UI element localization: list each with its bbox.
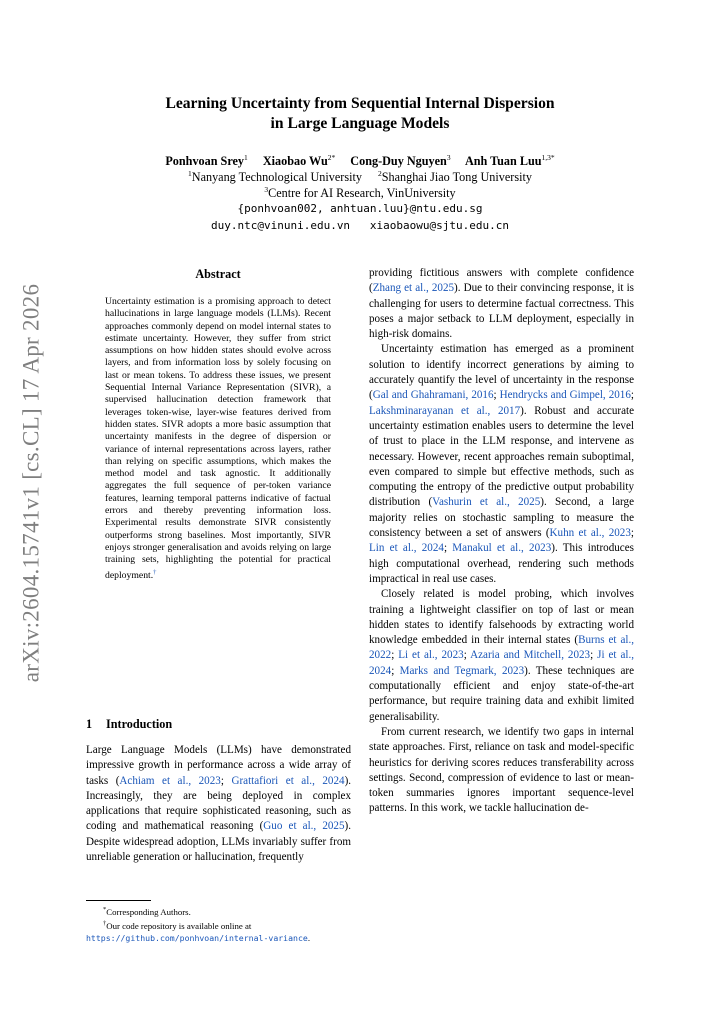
author-mark: 1,3*	[541, 153, 555, 162]
abstract-text: Uncertainty estimation is a promising approach to detect hallucinations in large language models (LLMs). Recent approaches commonly depend on model internal states to estimate uncertainty. However, they suffer from strict assumptions on how hidden states should evolve across layers, and from information loss by solely focusing on last or mean tokens. To address these issues, we present Sequential Internal Variance Representation (SIVR), a supervised hallucination detection framework that leverages token-wise, layer-wise features derived from hidden states. SIVR adopts a more basic assumption that uncertainty manifests in the degree of dispersion or variance of internal representations across layers, rather than relying on specific assumptions, which makes the method model and task agnostic. It additionally aggregates the full sequence of per-token variance features, learning temporal patterns indicative of factual errors and thereby preventing information loss. Experimental results demonstrate SIVR consistently outperforms strong baselines. Most importantly, SIVR enjoys stronger generalisation and avoids relying on large training sets, highlighting the potential for practical deployment.	[105, 296, 331, 581]
abstract-body	[105, 296, 331, 582]
affiliation-line-1: $^1$Nanyang Technological University $^2$Shanghai Jiao Tong University	[188, 169, 532, 184]
citation-link[interactable]: Azaria and Mitchell, 2023	[470, 649, 591, 662]
citation-link[interactable]: Ji et al., 2024	[369, 649, 635, 677]
email-line-1: {ponhvoan002, anhtuan.luu}@ntu.edu.sg	[237, 202, 483, 215]
footnotes	[86, 904, 351, 944]
paragraph: From current research, we identify two gaps in internal state approaches. First, reliance on task and model-specific heuristics for deriving scores reduces transferability across settings. Second, compression of evidence to last or mean-token summaries ignores important sequence-level patterns. In this work, we tackle hallucination de-	[369, 725, 634, 815]
paragraph: Closely related is model probing, which involves training a lightweight classifier on top of last or mean hidden states to identify falsehoods by extracting world knowledge embedded in their internal states (Burns et al., 2022; Li et al., 2023; Azaria and Mitchell, 2023; Ji et al., 2024; Marks and Tegmark, 2023). These techniques are computationally efficient and enjoy state-of-the-art performance, but require training data and exhibit limited generalisability.	[369, 588, 635, 723]
abstract-heading: Abstract	[195, 267, 241, 281]
email-line-2: duy.ntc@vinuni.edu.vn xiaobaowu@sjtu.edu.cn	[210, 219, 509, 232]
section-number: 1	[86, 717, 93, 731]
citation-link[interactable]: Manakul et al., 2023	[452, 542, 552, 555]
left-column-text	[86, 743, 351, 865]
affiliation: Shanghai Jiao Tong University	[381, 170, 532, 184]
author-mark: 1	[244, 153, 248, 162]
arxiv-sidebar	[9, 283, 53, 683]
author-name: Ponhvoan Srey	[165, 154, 245, 168]
paper-title	[90, 94, 630, 134]
title-line-1: Learning Uncertainty from Sequential Internal Dispersion	[165, 95, 555, 112]
citation-link[interactable]: Zhang et al., 2025	[372, 282, 455, 295]
citation-link[interactable]: Gal and Ghahramani, 2016	[372, 389, 494, 402]
citation-link[interactable]: Hendrycks and Gimpel, 2016	[499, 389, 631, 402]
paragraph: Uncertainty estimation has emerged as a prominent solution to identify incorrect generations by aiming to accurately quantify the level of uncertainty in the response (Gal and Ghahramani, 2016; Hendrycks and Gimpel, 2016; Lakshminarayanan et al., 2017). Robust and accurate uncertainty estimation enables users to determine the level of trust to place in the LLM response, and intervene as necessary. However, recent approaches remain suboptimal, even compared to simple but effective methods, such as computing the entropy of the predictive output probability distribution (Vashurin et al., 2025). Second, a large majority relies on stochastic sampling to measure the consistency between a set of answers (Kuhn et al., 2023; Lin et al., 2024; Manakul et al., 2023). This introduces high computational overhead, rendering such methods impractical in real use cases.	[369, 343, 634, 585]
citation-link[interactable]: Lin et al., 2024	[369, 542, 444, 555]
author-name: Anh Tuan Luu	[464, 154, 542, 168]
citation-link[interactable]: Guo et al., 2025	[263, 820, 345, 833]
citation-link[interactable]: Li et al., 2023	[398, 649, 464, 662]
affiliation-line-2: $^3$Centre for AI Research, VinUniversity	[264, 185, 456, 200]
citation-link[interactable]: Achiam et al., 2023	[119, 774, 221, 787]
footnote-2: †Our code repository is available online at https://github.com/ponhvoan/internal-variance.	[86, 920, 311, 943]
author-mark: 2*	[327, 153, 336, 162]
section-heading	[86, 717, 356, 732]
author-name: Cong-Duy Nguyen	[350, 154, 447, 168]
section-title: Introduction	[106, 717, 173, 731]
code-repository-link[interactable]: https://github.com/ponhvoan/internal-variance	[86, 932, 308, 943]
citation-link[interactable]: Marks and Tegmark, 2023	[399, 664, 525, 677]
author-mark: 3	[446, 153, 451, 162]
citation-link[interactable]: Grattafiori et al., 2024	[231, 774, 345, 787]
citation-link[interactable]: Vashurin et al., 2025	[432, 496, 541, 509]
citation-link[interactable]: Lakshminarayanan et al., 2017	[369, 404, 521, 417]
affiliation: Centre for AI Research, VinUniversity	[268, 186, 456, 200]
title-line-2: in Large Language Models	[270, 115, 450, 132]
arxiv-identifier: arXiv:2604.15741v1 [cs.CL] 17 Apr 2026	[18, 283, 43, 683]
citation-link[interactable]: Kuhn et al., 2023	[549, 527, 631, 540]
author-name: Xiaobao Wu	[262, 154, 328, 168]
footnote-1: *Corresponding Authors.	[103, 906, 191, 917]
paragraph: Large Language Models (LLMs) have demonstrated impressive growth in performance across a wide array of tasks (Achiam et al., 2023; Grattafiori et al., 2024). Increasingly, they are being deployed in complex applications that require sophisticated reasoning, such as coding and mathematical reasoning (Guo et al., 2025). Despite widespread adoption, LLMs invariably suffer from unreliable generation or hallucination, frequently	[86, 744, 352, 864]
paragraph: providing fictitious answers with complete confidence (Zhang et al., 2025). Due to their convincing response, it is challenging for users to determine factual correctness. This poses a major setback to LLM deployment, especially in high-risk domains.	[369, 267, 634, 341]
footnote-rule	[86, 900, 151, 901]
abstract-footnote-mark[interactable]: †	[153, 568, 157, 576]
affiliation: Nanyang Technological University	[191, 170, 362, 184]
right-column-text	[369, 266, 634, 817]
citation-link[interactable]: Burns et al., 2022	[369, 634, 634, 662]
